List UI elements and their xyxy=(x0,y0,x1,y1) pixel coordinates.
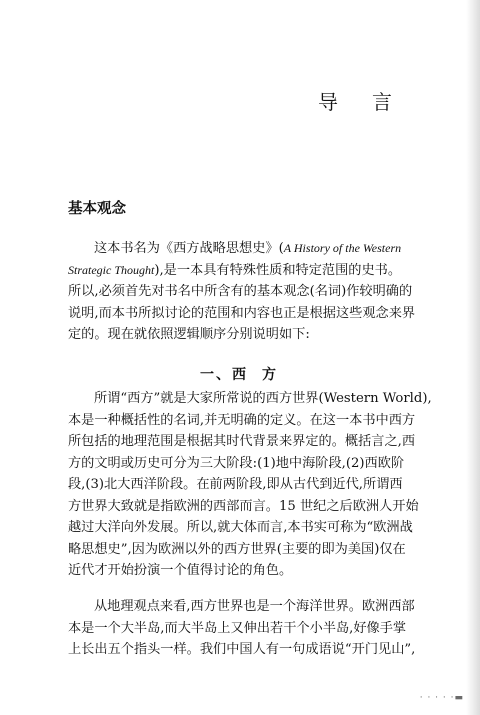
paragraph-line: 近代才开始扮演一个值得讨论的角色。 xyxy=(68,563,293,578)
english-title: A History of the Western xyxy=(283,241,402,255)
paragraph-line: 段,(3)北大西洋阶段。在前两阶段,即从古代到近代,所谓西 xyxy=(68,477,403,492)
page-edge-shadow xyxy=(466,0,480,715)
scan-artifact: · · · · ·▬ xyxy=(419,693,464,703)
paragraph-line: Strategic Thought),是一本具有特殊性质和特定范围的史书。 xyxy=(68,262,402,278)
paragraph-line: 本是一种概括性的名词,并无明确的定义。在这一本书中西方 xyxy=(68,412,416,428)
west-paragraph xyxy=(68,388,432,582)
paragraph-line: 本是一个大半岛,而大半岛上又伸出若干个小半岛,好像手掌 xyxy=(68,620,407,636)
paragraph-line: 所谓“西方”就是大家所常说的西方世界(Western World), xyxy=(94,391,432,406)
geography-paragraph xyxy=(68,596,416,661)
subsection-heading: 一、西 方 xyxy=(200,367,278,383)
paragraph-line: 所包括的地理范围是根据其时代背景来界定的。概括言之,西 xyxy=(68,434,416,449)
paragraph-line: 上长出五个指头一样。我们中国人有一句成语说“开门见山”, xyxy=(68,642,416,657)
paragraph-line: 方的文明或历史可分为三大阶段:(1)地中海阶段,(2)西欧阶 xyxy=(68,455,405,471)
intro-paragraph xyxy=(68,238,416,346)
chapter-title: 导言 xyxy=(318,90,426,114)
paragraph-line: 从地理观点来看,西方世界也是一个海洋世界。欧洲西部 xyxy=(94,599,415,614)
paragraph-line: 越过大洋向外发展。所以,就大体而言,本书实可称为“欧洲战 xyxy=(68,520,413,535)
section-heading: 基本观念 xyxy=(68,200,126,217)
paragraph-line: 略思想史”,因为欧洲以外的西方世界(主要的即为美国)仅在 xyxy=(68,541,406,557)
paragraph-line: 所以,必须首先对书名中所含有的基本观念(名词)作较明确的 xyxy=(68,284,413,299)
paragraph-line: 说明,而本书所拟讨论的范围和内容也正是根据这些观念来界 xyxy=(68,305,416,321)
english-title-cont: Strategic Thought xyxy=(68,262,155,277)
paragraph-line: 定的。现在就依照逻辑顺序分别说明如下: xyxy=(68,327,310,342)
paragraph-line: 这本书名为《西方战略思想史》(A History of the Western xyxy=(94,241,402,256)
paragraph-line: 方世界大致就是指欧洲的西部而言。15 世纪之后欧洲人开始 xyxy=(68,498,419,514)
